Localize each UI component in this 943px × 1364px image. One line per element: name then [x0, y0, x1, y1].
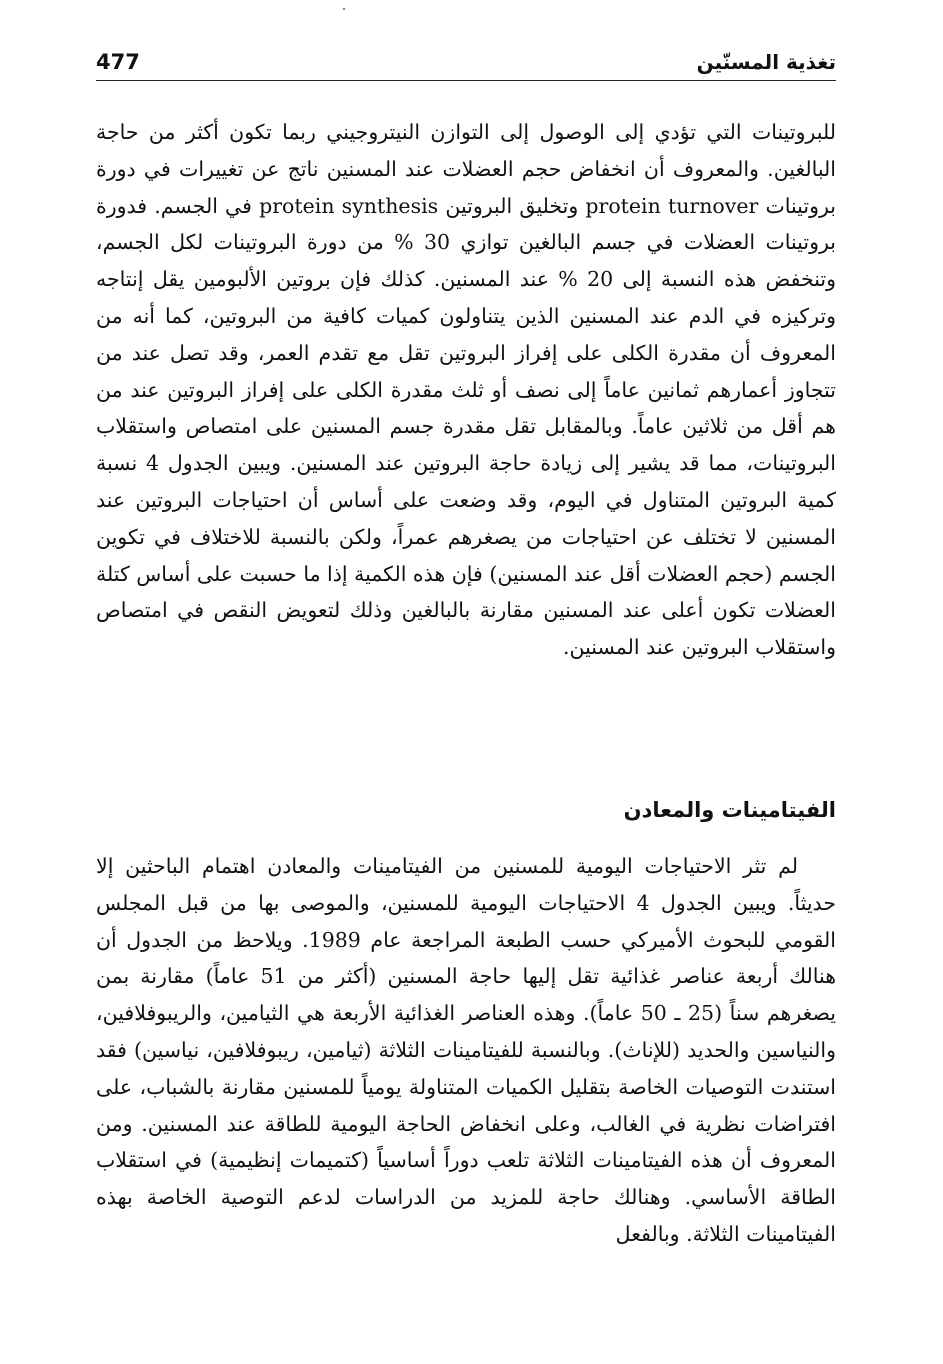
- running-header-title: تغذية المسنّين: [696, 50, 836, 74]
- header-rule: [96, 80, 836, 81]
- running-header: [96, 44, 836, 84]
- scan-speck: [343, 8, 345, 10]
- section-heading-vitamins-minerals: الفيتامينات والمعادن: [623, 798, 836, 822]
- page-number: 477: [96, 50, 140, 74]
- paragraph-vitamins: لم تثر الاحتياجات اليومية للمسنين من الفيتامينات والمعادن اهتمام الباحثين إلا حديثاً. ويبين الجدول 4 الاحتياجات اليومية للمسنين، والموصى بها من قبل المجلس القومي للبحوث الأميركي حسب الطبعة المراجعة عام 1989. ويلاحظ من الجدول أن هنالك أربعة عناصر غذائية تقل إليها حاجة المسنين (أكثر من 51 عاماً) مقارنة بمن يصغرهم سناً (25 ـ 50 عاماً). وهذه العناصر الغذائية الأربعة هي الثيامين، والريبوفلافين، والنياسين والحديد (للإناث). وبالنسبة للفيتامينات الثلاثة (ثيامين، ريبوفلافين، نياسين) فقد استندت التوصيات الخاصة بتقليل الكميات المتناولة يومياً للمسنين مقارنة بالشباب، على افتراضات نظرية في الغالب، وعلى انخفاض الحاجة اليومية للطاقة عند المسنين. ومن المعروف أن هذه الفيتامينات الثلاثة تلعب دوراً أساسياً (كتميمات إنظيمية) في استقلاب الطاقة الأساسي. وهنالك حاجة للمزيد من الدراسات لدعم التوصية الخاصة بهذه الفيتامينات الثلاثة. وبالفعل: [96, 854, 837, 1246]
- paragraph-protein: للبروتينات التي تؤدي إلى الوصول إلى التوازن النيتروجيني ربما تكون أكثر من حاجة البالغين. والمعروف أن انخفاض حجم العضلات عند المسنين ناتج عن تغييرات في دورة بروتينات protein turnover وتخليق البروتين protein synthesis في الجسم. فدورة بروتينات العضلات في جسم البالغين توازي 30 % من دورة البروتينات لكل الجسم، وتنخفض هذه النسبة إلى 20 % عند المسنين. كذلك فإن بروتين الألبومين يقل إنتاجه وتركيزه في الدم عند المسنين الذين يتناولون كميات كافية من البروتين، كما أنه من المعروف أن مقدرة الكلى على إفراز البروتين تقل مع تقدم العمر، وقد تصل عند من تتجاوز أعمارهم ثمانين عاماً إلى نصف أو ثلث مقدرة الكلى على إفراز البروتين عند من هم أقل من ثلاثين عاماً. وبالمقابل تقل مقدرة جسم المسنين على امتصاص واستقلاب البروتينات، مما قد يشير إلى زيادة حاجة البروتين عند المسنين. ويبين الجدول 4 نسبة كمية البروتين المتناول في اليوم، وقد وضعت على أساس أن احتياجات البروتين عند المسنين لا تختلف عن احتياجات من يصغرهم عمراً، ولكن بالنسبة للاختلاف في تكوين الجسم (حجم العضلات أقل عند المسنين) فإن هذه الكمية إذا ما حسبت على أساس كتلة العضلات تكون أعلى عند المسنين مقارنة بالبالغين وذلك لتعويض النقص في امتصاص واستقلاب البروتين عند المسنين.: [96, 120, 837, 660]
